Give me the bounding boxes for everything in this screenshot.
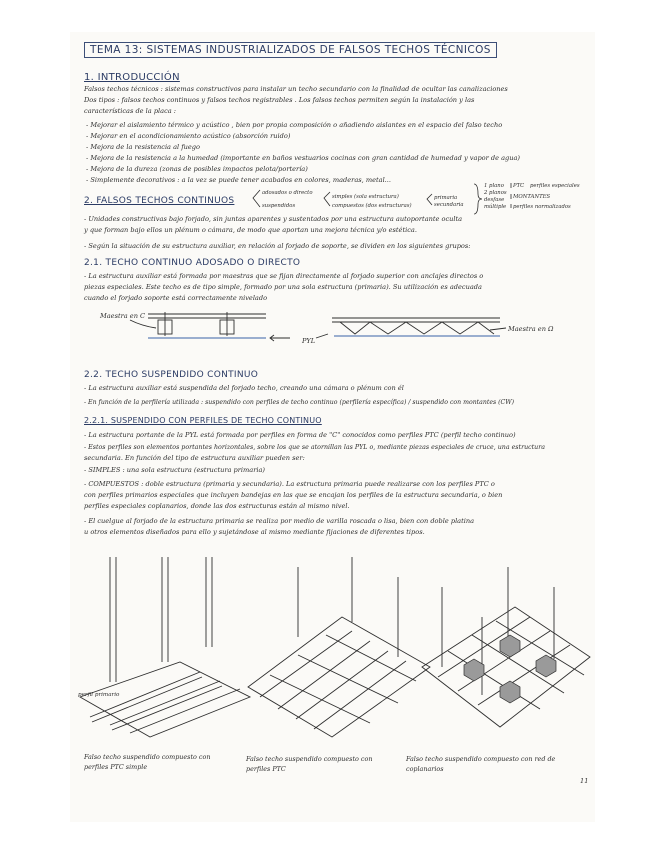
bullet-line: - Mejorar en el acondicionamiento acústico (absorción ruido) [86,132,291,140]
figure-2-caption: Falso techo suspendido compuesto con perfiles PTC [246,755,373,773]
bullet-line: - Mejora de la resistencia al fuego [86,143,200,151]
label-perfil-primario: perfil primario [78,692,120,698]
text-line: - La estructura portante de la PYL está formada por perfiles en forma de "C" conocidos como perfiles PTC (perfil techo continuo) [84,431,516,439]
text-line: - COMPUESTOS : doble estructura (primaria y secundaria). La estructura primaria puede realizarse con los perfiles PTC o [84,480,495,488]
text-line: - SIMPLES : una sola estructura (estructura primaria) [84,466,265,474]
section-1-heading: 1. INTRODUCCIÓN [84,72,180,83]
text-line: perfiles especiales coplanarios, donde las dos estructuras están al mismo nivel. [84,502,350,510]
text-line: características de la placa : [84,107,177,115]
figures-isometric-sketches [70,547,595,757]
text-line: con perfiles primarios especiales que incluyen bandejas en las que se encajan los perfiles de la estructura secundaria, o bien [84,491,503,499]
label-maestra-c: Maestra en C [100,312,146,320]
tree-secundaria: secundaria [434,202,464,208]
text-line: - En función de la perfilería utilizada : suspendido con perfiles de techo continuo (perfilería específica) / suspendido con montantes (CW) [84,399,515,406]
adosado-section-sketch [70,308,595,358]
tree-right-4: múltiple [484,204,507,210]
bullet-line: - Simplemente decorativos : a la vez se puede tener acabados en colores, maderas, metal... [86,176,391,184]
tree-right-1: 1 plano [484,183,504,189]
page-title: TEMA 13: SISTEMAS INDUSTRIALIZADOS DE FALSOS TECHOS TÉCNICOS [84,42,497,58]
tree-adosados: adosados o directo [262,190,313,196]
label-maestra-omega: Maestra en Ω [508,325,554,333]
figure-1-caption: Falso techo suspendido compuesto con perfiles PTC simple [84,753,211,771]
section-2-2-1-heading: 2.2.1. SUSPENDIDO CON PERFILES DE TECHO CONTINUO [84,416,322,425]
section-2-1-heading: 2.1. TECHO CONTINUO ADOSADO O DIRECTO [84,258,301,268]
text-line: - Unidades constructivas bajo forjado, sin juntas aparentes y sustentados por una estructura autoportante oculta [84,215,463,223]
figure-3-caption: Falso techo suspendido compuesto con red de coplanarios [406,755,556,773]
text-line: secundaria. En función del tipo de estructura auxiliar pueden ser: [84,454,305,462]
text-line: y que forman bajo ellos un plénum o cámara, de modo que aportan una mejora técnica y/o estética. [84,226,417,234]
text-line: u otros elementos diseñados para ello y sujetándose al mismo mediante fijaciones de diferentes tipos. [84,528,425,536]
text-line: Falsos techos técnicos : sistemas constructivos para instalar un techo secundario con la finalidad de ocultar las canalizaciones [84,85,508,93]
bullet-line: - Mejora de la dureza (zonas de posibles impactos pelota/portería) [86,165,308,173]
label-pyl: PYL [302,337,316,345]
text-line: cuando el forjado soporte está correctamente nivelado [84,294,268,302]
tree-simples: simples (sola estructura) [332,194,399,200]
tree-suspendidos: suspendidos [262,203,296,209]
section-2-heading: 2. FALSOS TECHOS CONTINUOS [84,196,235,206]
tree-right-2: 2 planos [484,190,507,196]
text-line: - La estructura auxiliar está suspendida del forjado techo, creando una cámara o plénum con él [84,384,404,392]
text-line: - Estos perfiles son elementos portantes horizontales, sobre los que se atornillan las PYL o, mediante piezas especiales de cruce, una estructura [84,444,546,451]
tree-primaria: primaria [434,195,458,201]
page-number: 11 [580,777,589,785]
text-line: - La estructura auxiliar está formada por maestras que se fijan directamente al forjado superior con anclajes directos o [84,272,484,280]
tree-perfiles: perfiles especiales [530,183,580,189]
text-line: - El cuelgue al forjado de la estructura primaria se realiza por medio de varilla roscada o lisa, bien con doble platina [84,517,475,525]
text-line: Dos tipos : falsos techos continuos y falsos techos registrables . Los falsos techos permiten según la instalación y las [84,96,475,104]
tree-compuestos: compuestos (dos estructuras) [332,203,412,209]
bullet-line: - Mejora de la resistencia a la humedad (importante en baños vestuarios cocinas con gran cantidad de humedad y vapor de agua) [86,154,521,162]
tree-perfiles-normalizados: perfiles normalizados [513,204,571,210]
tree-ptc: PTC [513,183,525,189]
text-line: piezas especiales. Este techo es de tipo simple, formado por una sola estructura (primaria). Su utilización es adecuada [84,283,482,291]
text-line: - Según la situación de su estructura auxiliar, en relación al forjado de soporte, se dividen en los siguientes grupos: [84,242,471,250]
section-2-2-heading: 2.2. TECHO SUSPENDIDO CONTINUO [84,370,259,380]
bullet-line: - Mejorar el aislamiento térmico y acústico , bien por propia composición o añadiendo aislantes en el espacio del falso techo [86,121,503,129]
tree-right-3: desfase [484,197,505,203]
notes-page [70,32,595,822]
tree-montantes: MONTANTES [513,194,551,200]
